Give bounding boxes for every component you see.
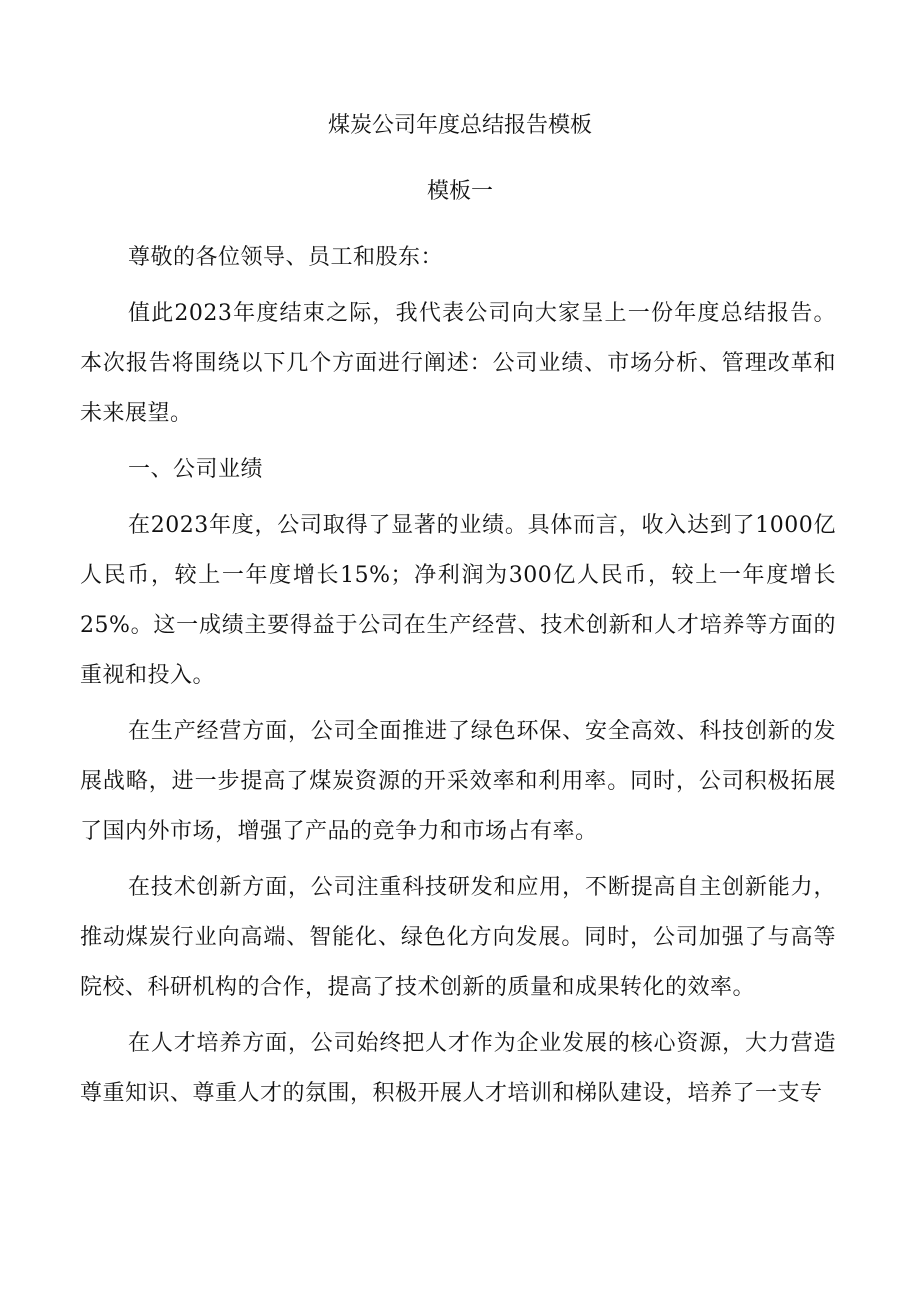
talent-paragraph: 在人才培养方面，公司始终把人才作为企业发展的核心资源，大力营造尊重知识、尊重人才的氛围，积极开展人才培训和梯队建设，培养了一支专	[80, 1031, 836, 1106]
performance-paragraph: 在2023年度，公司取得了显著的业绩。具体而言，收入达到了1000亿人民币，较上一年度增长15%；净利润为300亿人民币，较上一年度增长25%。这一成绩主要得益于公司在生产经营、技术创新和人才培养等方面的重视和投入。	[80, 513, 836, 688]
document-subtitle: 模板一	[426, 179, 493, 204]
document-title: 煤炭公司年度总结报告模板	[327, 113, 592, 138]
intro-paragraph: 值此2023年度结束之际，我代表公司向大家呈上一份年度总结报告。本次报告将围绕以下几个方面进行阐述：公司业绩、市场分析、管理改革和未来展望。	[80, 301, 836, 426]
section-heading: 一、公司业绩	[128, 457, 264, 482]
document-body	[80, 233, 836, 1125]
technology-paragraph: 在技术创新方面，公司注重科技研发和应用，不断提高自主创新能力，推动煤炭行业向高端、智能化、绿色化方向发展。同时，公司加强了与高等院校、科研机构的合作，提高了技术创新的质量和成果转化的效率。	[80, 875, 836, 1000]
salutation-paragraph: 尊敬的各位领导、员工和股东：	[128, 245, 444, 270]
production-paragraph: 在生产经营方面，公司全面推进了绿色环保、安全高效、科技创新的发展战略，进一步提高了煤炭资源的开采效率和利用率。同时，公司积极拓展了国内外市场，增强了产品的竞争力和市场占有率。	[80, 719, 836, 844]
